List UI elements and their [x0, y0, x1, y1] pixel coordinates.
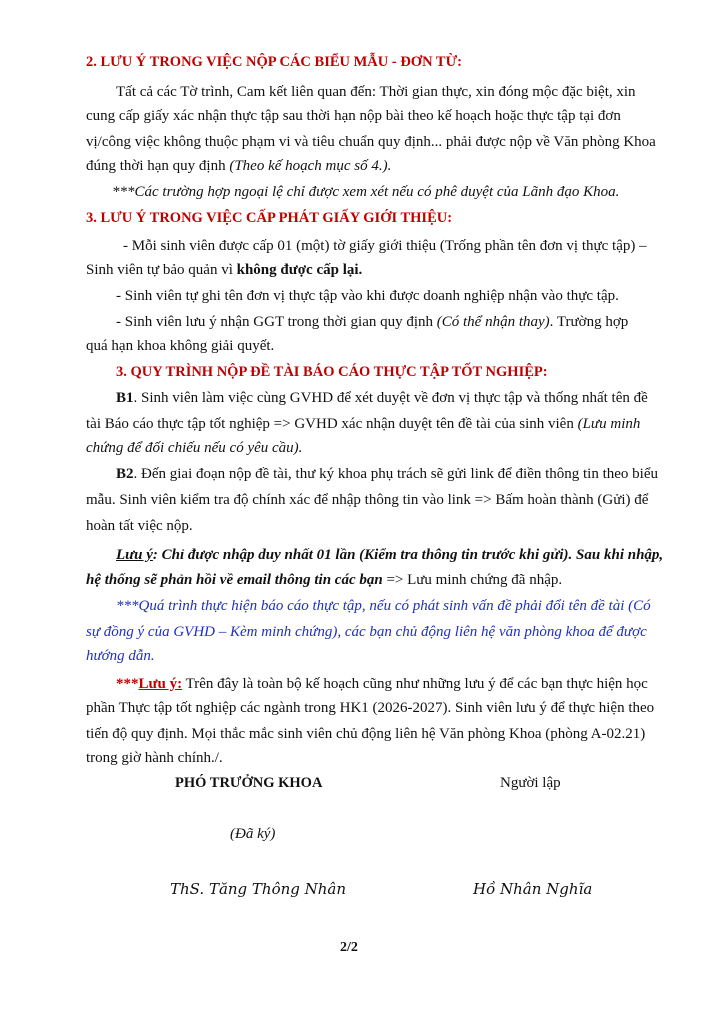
bullet-line	[86, 260, 646, 280]
text-span: . Sinh viên làm việc cùng GVHD để xét duyệt về đơn vị thực tập và thống nhất tên đề	[133, 390, 648, 406]
text-span: Trên đây là toàn bộ kế hoạch cũng như những lưu ý để các bạn thực hiện học	[182, 676, 648, 692]
step-line	[86, 414, 646, 434]
paragraph-line: Tất cả các Tờ trình, Cam kết liên quan đến: Thời gian thực, xin đóng mộc đặc biệt, xin	[116, 84, 636, 100]
exception-note: ***Các trường hợp ngoại lệ chỉ được xem xét nếu có phê duyệt của Lãnh đạo Khoa.	[112, 184, 620, 200]
text-span-italic: (Lưu minh	[577, 416, 641, 432]
text-span: . Trường hợp	[549, 314, 629, 330]
signed-note: (Đã ký)	[230, 826, 276, 842]
final-note-line	[116, 674, 676, 694]
bullet-line: - Sinh viên tự ghi tên đơn vị thực tập vào khi được doanh nghiệp nhận vào thực tập.	[116, 288, 619, 304]
section-heading-submission: 3. QUY TRÌNH NỘP ĐỀ TÀI BÁO CÁO THỰC TẬP TỐT NGHIỆP:	[116, 364, 548, 380]
signer-name-preparer: Hồ Nhân Nghĩa	[473, 880, 593, 898]
paragraph-line: cung cấp giấy xác nhận thực tập sau thời hạn nộp bài theo kế hoạch hoặc thực tập tại đơn	[86, 108, 621, 124]
paragraph-line	[86, 156, 646, 176]
prepared-by-label: Người lập	[500, 775, 561, 791]
step-line: mẫu. Sinh viên kiểm tra độ chính xác để nhập thông tin vào link => Bấm hoàn thành (Gửi) để	[86, 492, 649, 508]
text-span: => Lưu minh chứng đã nhập.	[382, 572, 563, 588]
note-line	[86, 570, 646, 590]
text-span: đúng thời hạn quy định	[86, 158, 230, 174]
text-span-italic: (Có thể nhận thay)	[436, 314, 550, 330]
text-span-italic: (Theo kế hoạch mục số 4.).	[229, 158, 392, 174]
step-label: B1	[116, 390, 134, 406]
bullet-line: quá hạn khoa không giải quyết.	[86, 338, 275, 354]
text-span: - Sinh viên lưu ý nhận GGT trong thời gian quy định	[116, 314, 437, 330]
final-note-label: Lưu ý:	[138, 676, 183, 692]
bullet-line: - Mỗi sinh viên được cấp 01 (một) tờ giấy giới thiệu (Trống phần tên đơn vị thực tập) –	[123, 238, 647, 254]
text-span-bold: không được cấp lại.	[236, 262, 363, 278]
blue-note-line: sự đồng ý của GVHD – Kèm minh chứng), các bạn chủ động liên hệ văn phòng khoa để được	[86, 624, 647, 640]
note-label: Lưu ý	[116, 547, 153, 563]
text-span: . Đến giai đoạn nộp đề tài, thư ký khoa phụ trách sẽ gửi link để điền thông tin theo biểu	[133, 466, 659, 482]
signature-title: PHÓ TRƯỞNG KHOA	[175, 775, 323, 791]
final-note-line: trong giờ hành chính./.	[86, 750, 223, 766]
note-line	[116, 545, 676, 565]
final-note-line: tiến độ quy định. Mọi thắc mắc sinh viên chủ động liên hệ Văn phòng Khoa (phòng A-02.21)	[86, 726, 646, 742]
signer-name-vice-dean: ThS. Tăng Thông Nhân	[170, 880, 347, 898]
text-span: : Chỉ được nhập duy nhất 01 lần (Kiểm tra thông tin trước khi gửi). Sau khi nhập,	[152, 547, 664, 563]
paragraph-line: vị/công việc không thuộc phạm vi và tiêu chuẩn quy định... phải được nộp về Văn phòng Khoa	[86, 134, 656, 150]
step-line: chứng để đối chiếu nếu có yêu cầu).	[86, 440, 303, 456]
text-span: Sinh viên tự bảo quản vì	[86, 262, 237, 278]
bullet-line	[116, 312, 676, 332]
step-line: hoàn tất việc nộp.	[86, 518, 193, 534]
blue-note-line: hướng dẫn.	[86, 648, 155, 664]
final-note-line: phần Thực tập tốt nghiệp các ngành trong HK1 (2026-2027). Sinh viên lưu ý để thực hiện theo	[86, 700, 655, 716]
blue-note-line: ***Quá trình thực hiện báo cáo thực tập, nếu có phát sinh vấn đề phải đổi tên đề tài (Có	[116, 598, 651, 614]
text-span-red: ***	[116, 676, 139, 692]
section-heading-referral: 3. LƯU Ý TRONG VIỆC CẤP PHÁT GIẤY GIỚI THIỆU:	[86, 210, 453, 226]
step-line	[116, 464, 676, 484]
text-span: tài Báo cáo thực tập tốt nghiệp => GVHD xác nhận duyệt tên đề tài của sinh viên	[86, 416, 578, 432]
section-heading-forms: 2. LƯU Ý TRONG VIỆC NỘP CÁC BIỂU MẪU - ĐƠN TỪ:	[86, 54, 462, 70]
step-line	[116, 388, 676, 408]
text-span-bold-italic: hệ thống sẽ phản hồi về email thông tin các bạn	[86, 572, 383, 588]
page-number: 2/2	[340, 940, 358, 955]
step-label: B2	[116, 466, 134, 482]
